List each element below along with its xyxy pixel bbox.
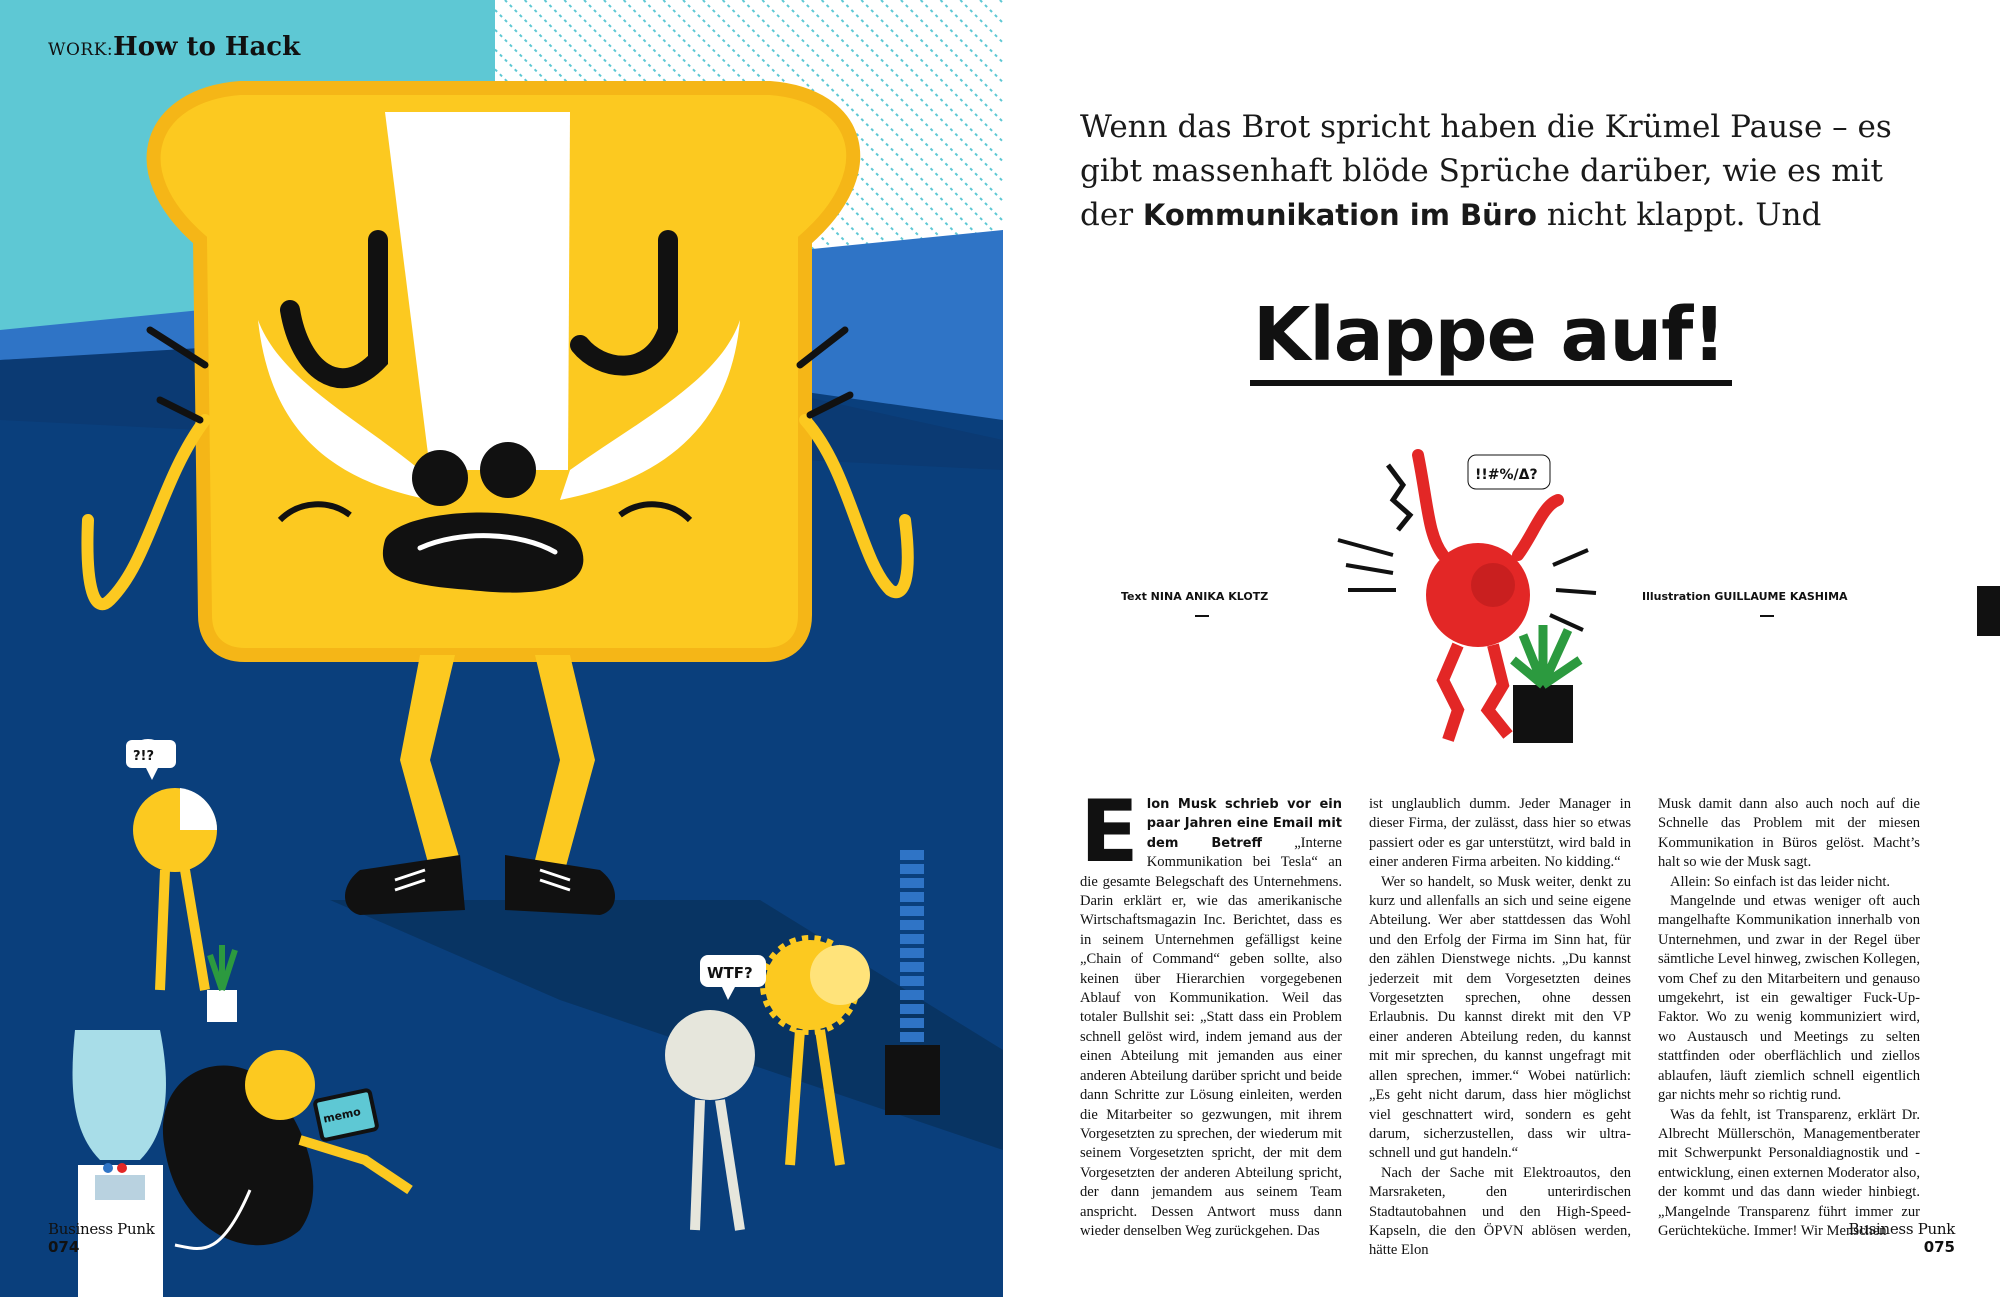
red-figure-illustration [1318, 445, 1648, 755]
right-brand: Business Punk [1848, 1220, 1955, 1238]
laptop-memo-text: memo [322, 1105, 362, 1126]
cactus-pot [885, 1045, 940, 1115]
red-figure-bubble-text: !!#%/Δ? [1475, 467, 1538, 483]
toast-nostril-right [480, 442, 536, 498]
article-paragraph: Wer so handelt, so Musk weiter, denkt zu kurz und allenfalls an sich und seine eigene Abteilung. Wer aber stattdessen das Wohl und den Erfolg der Firma im Sinn hat, für den zählen Dienstwege nichts. „Du kannst jederzeit mit dem Vorgesetzten deines Vorgesetzten sprechen, ohne dessen Erlaubnis. Du kannst direkt mit den VP einer anderen Abteilung reden, du kannst mit mir sprechen, du kannst ungefragt mit allen sprechen, immer.“ Wobei natürlich: „Es geht nicht darum, dass hier möglichst viel geschnattert wird, sondern es geht darum, sicherzustellen, dass wir ultra-schnell und gut handeln.“ [1369, 873, 1631, 1162]
intro-deck [1080, 105, 1900, 237]
article-paragraph [1080, 782, 1342, 1241]
article-dropcap: E [1080, 782, 1139, 882]
credit-text-rule [1195, 615, 1209, 617]
right-page [1003, 0, 2000, 1297]
section-kicker: WORK: [48, 40, 114, 60]
credit-illustration: Illustration GUILLAUME KASHIMA [1642, 590, 1848, 603]
figure-white [665, 1010, 755, 1100]
article-paragraph: Was da fehlt, ist Transparenz, erklärt Dr. Albrecht Müllerschön, Managementberater mit Schwerpunkt Personaldiagnostik und -entwicklung, einen externen Moderator also, der kommt und das dann wieder hinbiegt. „Mangelnde Transparenz führt immer zur Gerüchteküche. Immer! Wir Menschen [1658, 1106, 1920, 1239]
side-tab-marker [1977, 586, 2000, 636]
article-paragraph: Mangelnde und etwas weniger oft auch mangelhafte Kommunikation innerhalb von Unternehmen, und zwar in der Regel über sämtliche Level hinweg, zwischen Kollegen, vom Chef zu den Mitarbeitern und genauso umgekehrt, ist ein gewaltiger Fuck-Up-Faktor. Wo zu wenig kommuniziert wird, wo Austausch und Meetings zu selten stattfinden oder oberflächlich und ziellos ablaufen, läuft ziemlich schnell eigentlich gar nichts mehr so richtig rund. [1658, 893, 1920, 1104]
article-lede: lon Musk schrieb vor ein paar Jahren eine Email mit dem Betreff [1146, 797, 1342, 851]
left-brand: Business Punk [48, 1220, 155, 1238]
credit-illustration-rule [1760, 615, 1774, 617]
headline-underline [1250, 380, 1732, 386]
red-figure-bubble [1468, 455, 1550, 489]
article-col1-text: „Interne Kommunikation bei Tesla“ an die gesamte Belegschaft des Unternehmens. Darin erklärt er, wie das amerikanische Wirtschaftsmagazin Inc. Berichtet, dass es in seinem Unternehmen gefälligst keine „Chain of Command“ geben sollte, also keinen über Hierarchien vorgegebenen Ablauf von Kommunikation. Weil das totaler Bullshit sei: „Statt dass ein Problem schnell gelöst wird, indem jemand aus der einen Abteilung mit jemanden aus einer anderen Abteilung darüber spricht und beide dann Schritte zur Lösung einleiten, werden die Mitarbeiter so gezwungen, mit ihrem Vorgesetzten zu sprechen, der wiederum mit seinem Vorgesetzten spricht, der mit dem Vorgesetzten der anderen Abteilung spricht, der dann jemandem aus seinem Team anspricht. Dessen Antwort muss dann wieder denselben Weg zurückgehen. Das [1080, 834, 1342, 1239]
intro-bold: Kommunikation im Büro [1142, 198, 1537, 232]
article-column-2 [1369, 795, 1631, 1261]
section-label [48, 32, 300, 62]
article-paragraph: Musk damit dann also auch noch auf die Schnelle das Problem mit der miesen Kommunikation in Büros gelöst. Macht’s halt so wie der Musk sagt. [1658, 796, 1920, 871]
right-page-number: 075 [1923, 1238, 1955, 1256]
bubble-question-text: ?!? [133, 749, 155, 764]
left-page-number: 074 [48, 1238, 80, 1256]
article-paragraph: Nach der Sache mit Elektroautos, den Marsraketen, den unterirdischen Stadtautobahnen und den High-Speed-Kapseln, die den ÖPVN ablösen werden, hätte Elon [1369, 1164, 1631, 1259]
right-folio [1849, 1220, 1955, 1256]
toast-nostril-left [412, 450, 468, 506]
credit-text: Text NINA ANIKA KLOTZ [1121, 590, 1269, 603]
article-paragraph: Allein: So einfach ist das leider nicht. [1670, 873, 1891, 890]
intro-part2: nicht klappt. Und [1536, 197, 1822, 233]
article-column-1 [1080, 782, 1342, 1241]
intro-part1: Wenn das Brot spricht haben die Krümel Pause – es gibt massenhaft blöde Sprüche darüber, wie es mit der [1080, 109, 1892, 233]
section-title: How to Hack [113, 32, 301, 62]
article-column-3 [1658, 795, 1920, 1241]
left-folio [48, 1220, 154, 1256]
bubble-wtf-text: WTF? [707, 964, 753, 982]
headline: Klappe auf! [1253, 292, 1726, 378]
article-paragraph: ist unglaublich dumm. Jeder Manager in dieser Firma, der zulässt, dass hier so etwas passiert oder es gar unterstützt, wird bald in einer anderen Firma arbeiten. No kidding.“ [1369, 796, 1631, 871]
